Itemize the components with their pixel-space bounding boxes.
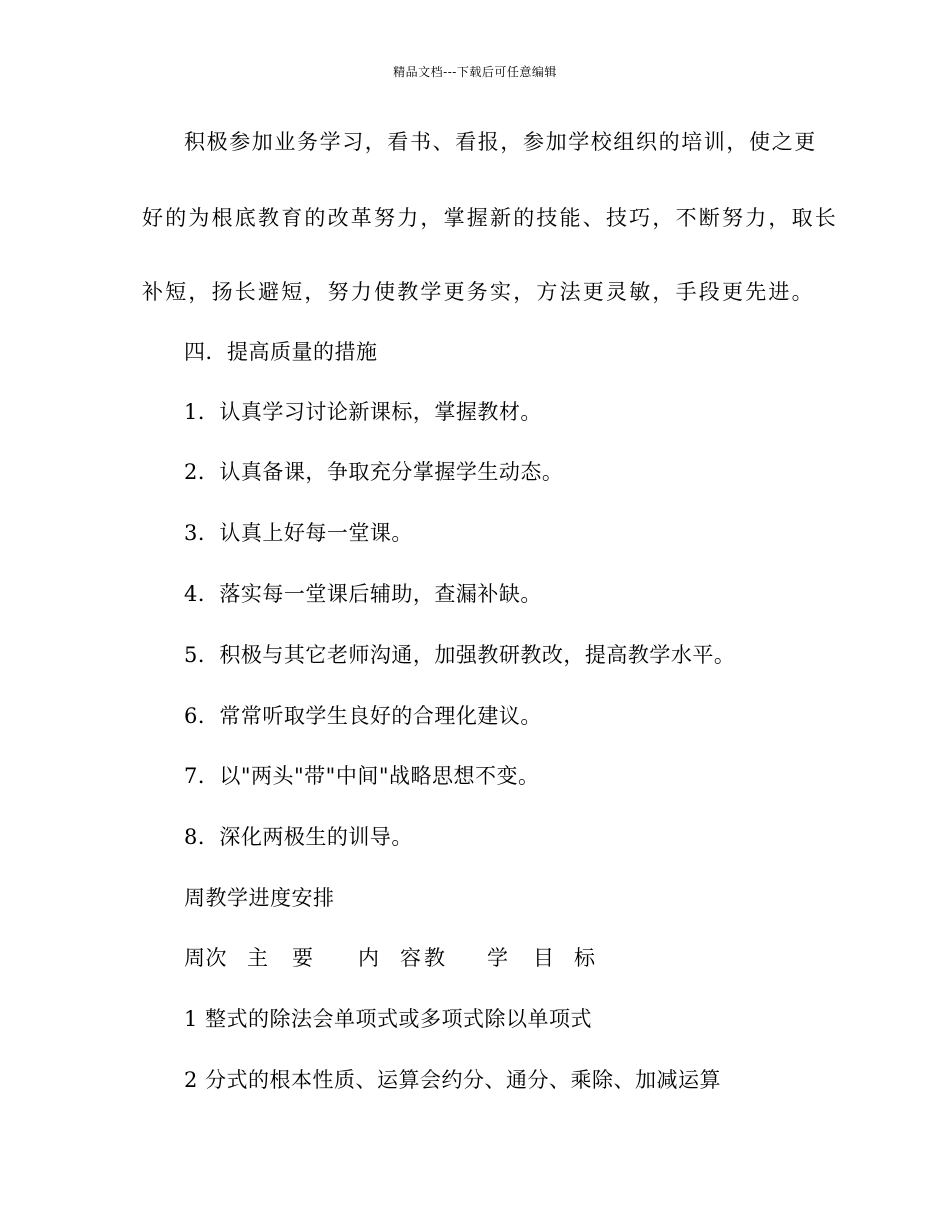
measure-item-7: 7．以"两头"带"中间"战略思想不变。 [184, 764, 540, 788]
measure-item-1: 1．认真学习讨论新课标，掌握教材。 [184, 400, 542, 424]
measure-item-5: 5．积极与其它老师沟通，加强教研教改，提高教学水平。 [184, 643, 736, 667]
measure-item-2: 2．认真备课，争取充分掌握学生动态。 [184, 460, 564, 484]
column-header-rong: 容 [400, 946, 422, 970]
measure-item-6: 6．常常听取学生良好的合理化建议。 [184, 704, 542, 728]
schedule-row-1: 1 整式的除法会单项式或多项式除以单项式 [184, 1007, 593, 1031]
page-header: 精品文档---下载后可任意编辑 [393, 65, 557, 79]
column-header-biao: 标 [574, 946, 596, 970]
schedule-column-headers [184, 944, 596, 972]
column-header-yao: 要 [292, 946, 314, 970]
paragraph-line-3: 补短，扬长避短，努力使教学更务实，方法更灵敏，手段更先进。 [142, 280, 815, 304]
column-header-xue: 学 [487, 946, 509, 970]
section-heading: 四．提高质量的措施 [184, 340, 378, 364]
measure-item-8: 8．深化两极生的训导。 [184, 825, 413, 849]
paragraph-line-1: 积极参加业务学习，看书、看报，参加学校组织的培训，使之更 [184, 130, 817, 154]
schedule-row-2: 2 分式的根本性质、运算会约分、通分、乘除、加减运算 [184, 1068, 722, 1092]
schedule-title: 周教学进度安排 [184, 886, 335, 910]
column-header-zhouci: 周次 [184, 946, 227, 970]
measure-item-4: 4．落实每一堂课后辅助，查漏补缺。 [184, 582, 542, 606]
column-header-nei: 内 [358, 946, 380, 970]
measure-item-3: 3．认真上好每一堂课。 [184, 521, 413, 545]
paragraph-line-2: 好的为根底教育的改革努力，掌握新的技能、技巧，不断努力，取长 [142, 206, 838, 230]
column-header-zhu: 主 [247, 946, 269, 970]
column-header-jiao: 教 [424, 946, 446, 970]
column-header-mu: 目 [533, 946, 555, 970]
